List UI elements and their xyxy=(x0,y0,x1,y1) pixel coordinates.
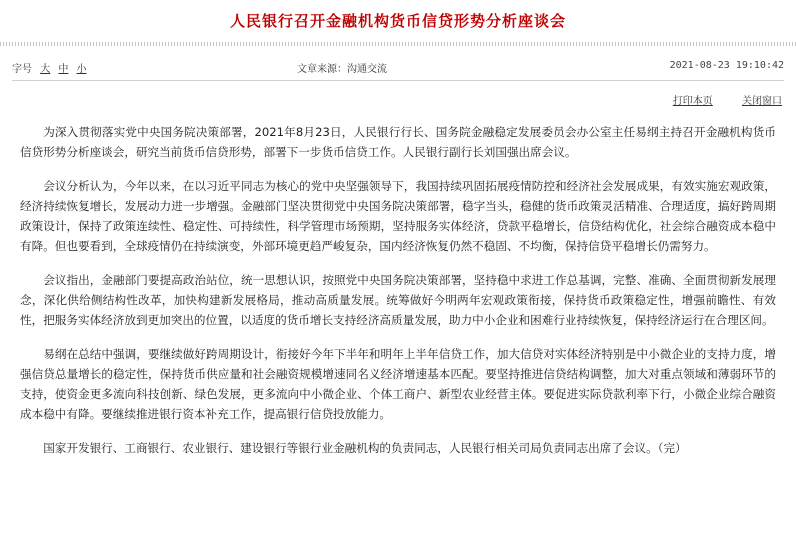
article-actions xyxy=(647,92,782,107)
page-title: 人民银行召开金融机构货币信贷形势分析座谈会 xyxy=(229,12,566,30)
article-body xyxy=(20,122,776,472)
print-page-link[interactable]: 打印本页 xyxy=(672,96,713,107)
article-source: 文章来源：沟通交流 xyxy=(297,64,387,75)
publish-datetime: 2021-08-23 19:10:42 xyxy=(669,60,784,71)
article-info-bar xyxy=(12,60,784,76)
font-size-large-link[interactable]: 大 xyxy=(40,64,51,75)
article-paragraph: 为深入贯彻落实党中央国务院决策部署，2021年8月23日，人民银行行长、国务院金融稳定发展委员会办公室主任易纲主持召开金融机构货币信贷形势分析座谈会，研究当前货币信贷形势，部署下一步货币信贷工作。人民银行副行长刘国强出席会议。 xyxy=(20,125,776,159)
info-divider xyxy=(12,80,784,81)
article-paragraph: 会议分析认为，今年以来，在以习近平同志为核心的党中央坚强领导下，我国持续巩固拓展疫情防控和经济社会发展成果，有效实施宏观政策，经济持续恢复增长，发展动力进一步增强。金融部门坚决贯彻党中央国务院决策部署，稳字当头，稳健的货币政策灵活精准、合理适度，搞好跨周期政策设计，保持了政策连续性、稳定性、可持续性，科学管理市场预期，坚持服务实体经济，贷款平稳增长，信贷结构优化，社会综合融资成本稳中有降。但也要看到，全球疫情仍在持续演变，外部环境更趋严峻复杂，国内经济恢复仍然不稳固、不均衡，保持信贷平稳增长仍需努力。 xyxy=(20,179,776,253)
font-size-label: 字号 xyxy=(12,64,32,75)
article-paragraph: 国家开发银行、工商银行、农业银行、建设银行等银行业金融机构的负责同志，人民银行相关司局负责同志出席了会议。（完） xyxy=(43,441,687,455)
title-divider xyxy=(0,42,796,46)
close-window-link[interactable]: 关闭窗口 xyxy=(742,96,782,107)
font-size-small-link[interactable]: 小 xyxy=(76,64,87,75)
article-paragraph: 易纲在总结中强调，要继续做好跨周期设计，衔接好今年下半年和明年上半年信贷工作，加大信贷对实体经济特别是中小微企业的支持力度，增强信贷总量增长的稳定性，保持货币供应量和社会融资规模增速同名义经济增速基本匹配。要坚持推进信贷结构调整，加大对重点领域和薄弱环节的支持，使资金更多流向科技创新、绿色发展，更多流向中小微企业、个体工商户、新型农业经营主体。要促进实际贷款利率下行，小微企业综合融资成本稳中有降。要继续推进银行资本补充工作，提高银行信贷投放能力。 xyxy=(20,347,776,421)
article-paragraph: 会议指出，金融部门要提高政治站位，统一思想认识，按照党中央国务院决策部署，坚持稳中求进工作总基调，完整、准确、全面贯彻新发展理念，深化供给侧结构性改革，加快构建新发展格局，推动高质量发展。统筹做好今明两年宏观政策衔接，保持货币政策稳定性，增强前瞻性、有效性，把服务实体经济放到更加突出的位置，以适度的货币增长支持经济高质量发展，助力中小企业和困难行业持续恢复，保持经济运行在合理区间。 xyxy=(20,273,776,327)
font-size-selector xyxy=(12,60,87,75)
font-size-medium-link[interactable]: 中 xyxy=(58,64,69,75)
